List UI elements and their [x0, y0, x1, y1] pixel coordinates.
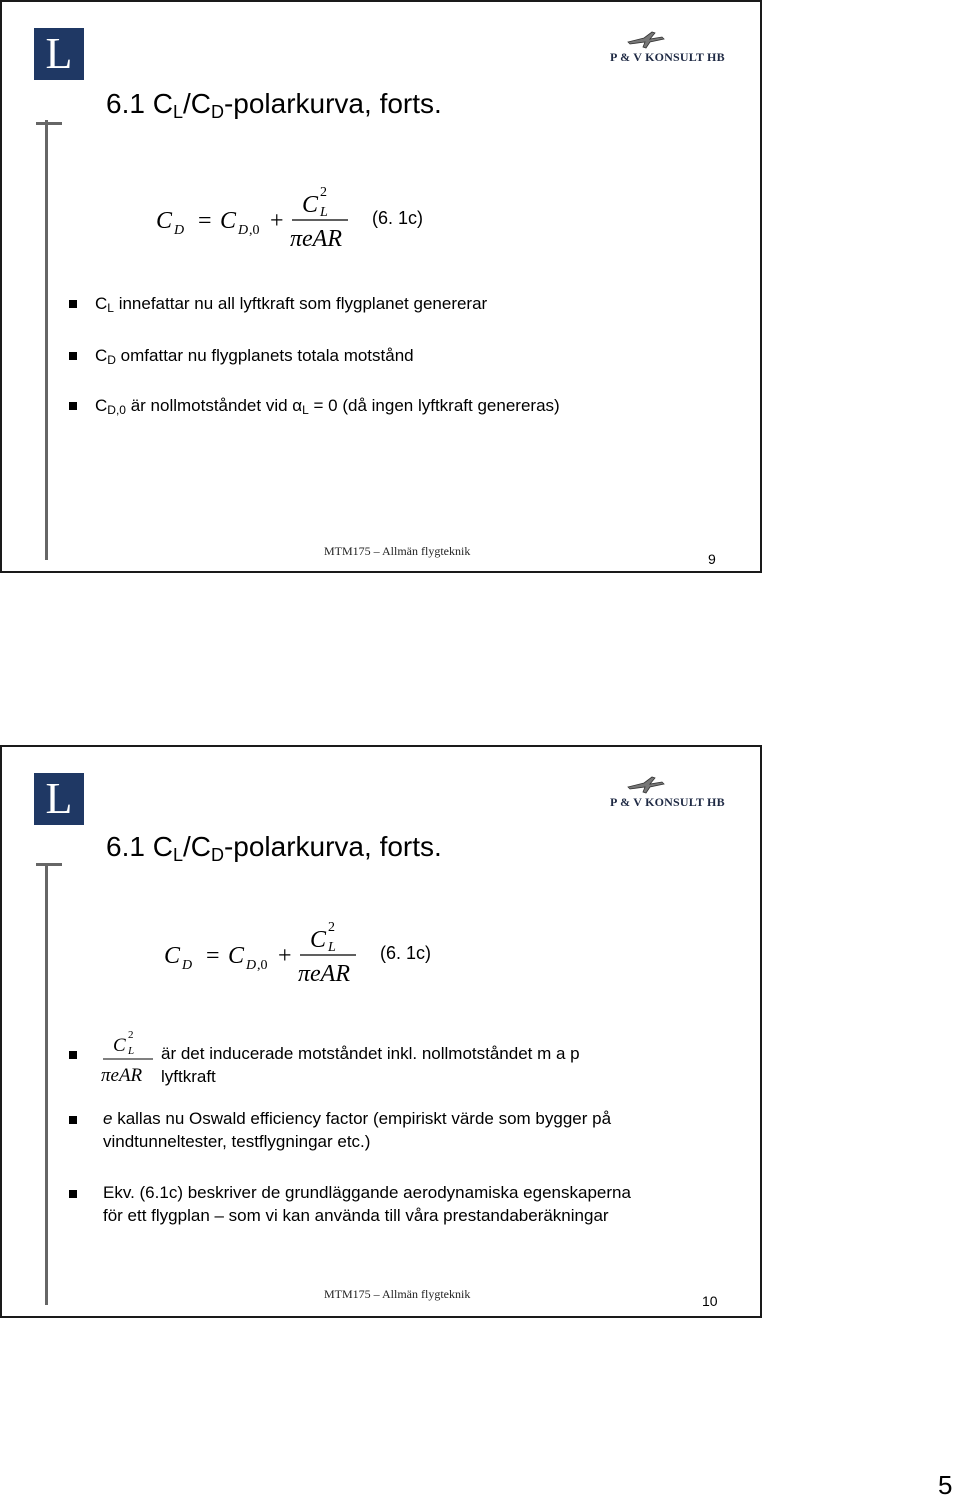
- svg-text:+: +: [278, 943, 292, 969]
- svg-text:D: D: [246, 958, 257, 973]
- svg-text:πeAR: πeAR: [290, 226, 342, 252]
- university-logo: L: [34, 773, 84, 825]
- svg-text:D: D: [182, 958, 193, 973]
- svg-text:C: C: [164, 943, 181, 969]
- svg-text:2: 2: [128, 1029, 134, 1041]
- bullet-square: [69, 300, 77, 308]
- svg-text:C: C: [113, 1035, 126, 1056]
- svg-text:=: =: [206, 943, 220, 969]
- slide-footer: MTM175 – Allmän flygteknik: [324, 1287, 471, 1301]
- svg-text:2: 2: [320, 185, 327, 200]
- svg-text:,0: ,0: [249, 223, 260, 238]
- slide-10: [0, 745, 762, 1318]
- bullet-item: e kallas nu Oswald efficiency factor (empiriskt värde som bygger på vindtunneltester, testflygningar etc.): [69, 1109, 729, 1159]
- svg-text:D: D: [174, 223, 185, 238]
- svg-text:πeAR: πeAR: [298, 961, 350, 987]
- equation-number: (6. 1c): [372, 208, 424, 228]
- bullet-square: [69, 352, 77, 360]
- svg-text:L: L: [328, 940, 336, 955]
- page-number: 10: [702, 1293, 718, 1309]
- bullet-square: [69, 1190, 77, 1198]
- sheet-page-number: 5: [938, 1470, 953, 1500]
- bullet-square: [69, 1116, 77, 1124]
- equation-number: (6. 1c): [380, 943, 432, 963]
- slide-9: L P & V KONSULT HB 6.1 $C_L/C_D$-polarkurva, forts. C D = C D ,0 + C 2 L πeAR (6. 1c) $C_L$ innefattar nu all lyftkraft som flygplanet genererar $C_D$ omfattar nu flygplanets totala motstånd $C_{D,0}$ är nollmotståndet vid $\alpha_L = 0$ (då ingen lyftkraft genereras) MTM175 – Allmän flygteknik 9: [0, 0, 762, 573]
- drag-polar-equation: [160, 915, 370, 987]
- svg-text:πeAR: πeAR: [101, 1065, 143, 1086]
- bullet-item: Ekv. (6.1c) beskriver de grundläggande aerodynamiska egenskaperna för ett flygplan – som vi kan använda till våra prestandaberäkningar: [69, 1183, 729, 1233]
- svg-text:L: L: [128, 1045, 135, 1057]
- svg-text:C: C: [156, 208, 173, 234]
- svg-text:=: =: [198, 208, 212, 234]
- divider-horizontal: [36, 863, 62, 866]
- divider-horizontal: [36, 122, 62, 125]
- divider-vertical: [45, 120, 48, 560]
- bullet-square: [69, 1051, 77, 1059]
- airplane-icon: [626, 30, 666, 50]
- bullet-item: C 2 L πeAR är det inducerade motståndet inkl. nollmotståndet m a p lyftkraft: [69, 1027, 729, 1087]
- bullet-square: [69, 402, 77, 410]
- page-number: 9: [708, 551, 716, 567]
- svg-text:C: C: [220, 208, 237, 234]
- svg-text:+: +: [270, 208, 284, 234]
- svg-text:C: C: [302, 192, 319, 218]
- university-logo: L: [34, 28, 84, 80]
- slide-footer: MTM175 – Allmän flygteknik: [324, 544, 471, 558]
- divider-vertical: [45, 865, 48, 1305]
- svg-text:D: D: [238, 223, 249, 238]
- svg-text:,0: ,0: [257, 958, 268, 973]
- slide-title: 6.1 $C_L/C_D$-polarkurva, forts.: [106, 831, 442, 865]
- induced-drag-fraction: [97, 1027, 157, 1087]
- company-name: P & V KONSULT HB: [610, 50, 725, 64]
- svg-text:C: C: [310, 927, 327, 953]
- drag-polar-equation: [152, 182, 362, 254]
- svg-text:L: L: [320, 205, 328, 220]
- company-logo: [610, 775, 736, 815]
- svg-text:2: 2: [328, 920, 335, 935]
- svg-text:C: C: [228, 943, 245, 969]
- company-name: P & V KONSULT HB: [610, 795, 725, 809]
- airplane-icon: [626, 775, 666, 795]
- company-logo: [610, 30, 736, 70]
- slide-title: 6.1 $C_L/C_D$-polarkurva, forts.: [106, 88, 442, 122]
